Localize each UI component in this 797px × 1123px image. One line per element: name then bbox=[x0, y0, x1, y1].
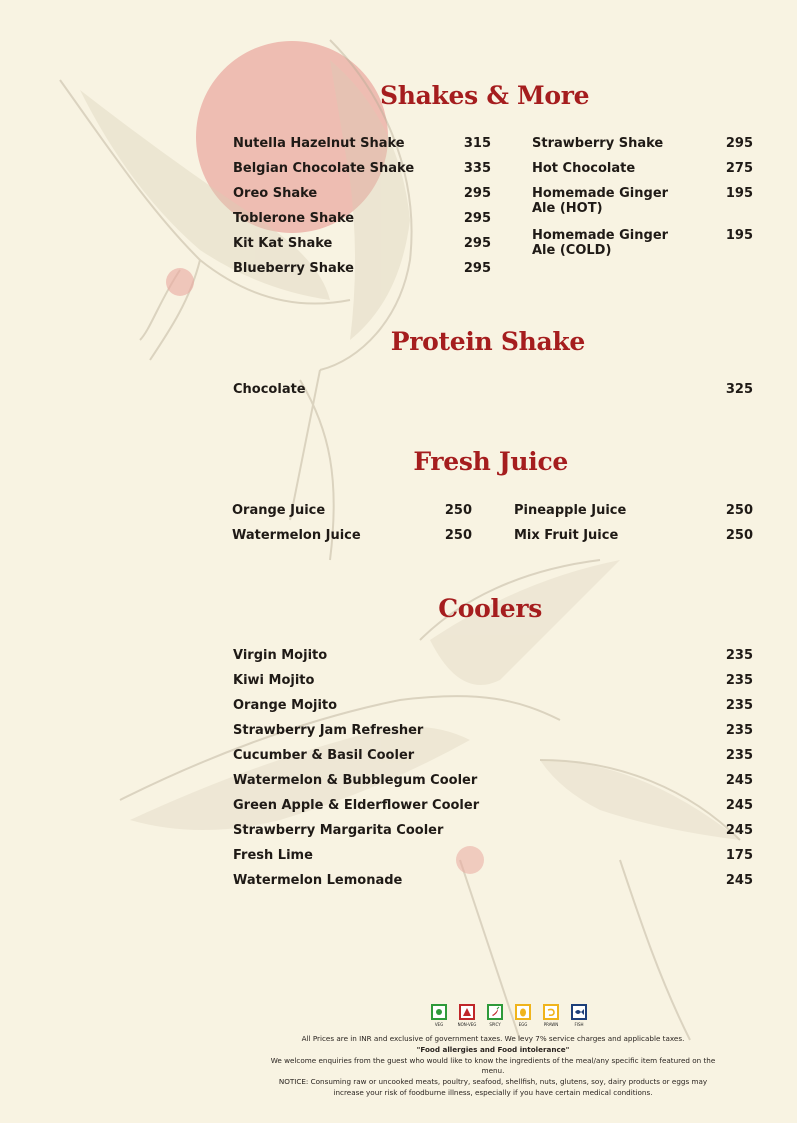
item-price: 235 bbox=[725, 723, 753, 738]
legend-label: EGG bbox=[518, 1022, 528, 1027]
allergy-heading: "Food allergies and Food intolerance" bbox=[416, 1044, 570, 1054]
item-name: Belgian Chocolate Shake bbox=[233, 161, 415, 176]
section-title-protein: Protein Shake bbox=[390, 327, 585, 356]
item-price: 245 bbox=[725, 798, 753, 813]
item-name: Cucumber & Basil Cooler bbox=[233, 748, 415, 763]
menu-item bbox=[532, 228, 753, 258]
spicy-icon bbox=[487, 1004, 503, 1020]
item-price: 295 bbox=[463, 186, 491, 201]
item-price: 235 bbox=[725, 673, 753, 688]
item-price: 275 bbox=[725, 161, 753, 176]
item-name: Pineapple Juice bbox=[514, 503, 627, 518]
egg-icon bbox=[515, 1004, 531, 1020]
item-name: Watermelon & Bubblegum Cooler bbox=[233, 773, 478, 788]
item-name: Chocolate bbox=[233, 382, 306, 397]
item-price: 250 bbox=[725, 528, 753, 543]
legend-non-veg bbox=[456, 1004, 478, 1028]
item-price: 250 bbox=[444, 503, 472, 518]
prawn-icon bbox=[543, 1004, 559, 1020]
item-name: Mix Fruit Juice bbox=[514, 528, 619, 543]
tax-note: All Prices are in INR and exclusive of government taxes. We levy 7% service charges and applicable taxes. bbox=[301, 1034, 685, 1043]
legend-fish bbox=[568, 1004, 590, 1028]
dietary-legend bbox=[428, 1004, 588, 1030]
menu-item bbox=[532, 186, 753, 216]
footer-notes bbox=[270, 1034, 716, 1099]
fish-icon bbox=[571, 1004, 587, 1020]
item-name: Blueberry Shake bbox=[233, 261, 354, 276]
item-name: Strawberry Shake bbox=[532, 136, 664, 151]
item-name: Homemade Ginger bbox=[532, 228, 669, 243]
legend-label: SPICY bbox=[489, 1022, 501, 1027]
item-price: 295 bbox=[725, 136, 753, 151]
legend-label: VEG bbox=[434, 1022, 444, 1027]
item-name: Green Apple & Elderflower Cooler bbox=[233, 798, 480, 813]
item-price: 325 bbox=[725, 382, 753, 397]
item-price: 195 bbox=[725, 228, 753, 243]
item-price: 245 bbox=[725, 823, 753, 838]
legend-label: PRAWN bbox=[543, 1022, 559, 1027]
legend-prawn bbox=[540, 1004, 562, 1028]
item-price: 235 bbox=[725, 748, 753, 763]
item-price: 250 bbox=[725, 503, 753, 518]
item-name: Fresh Lime bbox=[233, 848, 313, 863]
section-title-shakes: Shakes & More bbox=[380, 81, 590, 110]
item-name: Orange Juice bbox=[232, 503, 326, 518]
item-price: 250 bbox=[444, 528, 472, 543]
legend-egg bbox=[512, 1004, 534, 1028]
item-name: Strawberry Margarita Cooler bbox=[233, 823, 444, 838]
item-price: 295 bbox=[463, 236, 491, 251]
item-name: Watermelon Lemonade bbox=[233, 873, 403, 888]
item-name: Nutella Hazelnut Shake bbox=[233, 136, 405, 151]
legend-label: FISH bbox=[574, 1022, 584, 1027]
item-name: Virgin Mojito bbox=[233, 648, 328, 663]
item-price: 335 bbox=[463, 161, 491, 176]
item-price: 245 bbox=[725, 773, 753, 788]
legend-veg bbox=[428, 1004, 450, 1028]
non-veg-icon bbox=[459, 1004, 475, 1020]
food-safety-notice: NOTICE: Consuming raw or uncooked meats, poultry, seafood, shellfish, nuts, glutens, soy, dairy products or eggs may increase your risk of foodburne illness, especially if you have certain medical conditions. bbox=[278, 1077, 708, 1097]
item-name: Toblerone Shake bbox=[233, 211, 355, 226]
item-price: 195 bbox=[725, 186, 753, 201]
item-price: 235 bbox=[725, 648, 753, 663]
item-name: Orange Mojito bbox=[233, 698, 338, 713]
item-price: 245 bbox=[725, 873, 753, 888]
item-price: 175 bbox=[725, 848, 753, 863]
section-title-juice: Fresh Juice bbox=[413, 447, 568, 476]
item-price: 295 bbox=[463, 211, 491, 226]
item-name: Hot Chocolate bbox=[532, 161, 636, 176]
item-name: Kit Kat Shake bbox=[233, 236, 333, 251]
item-name: Oreo Shake bbox=[233, 186, 318, 201]
allergy-note: We welcome enquiries from the guest who would like to know the ingredients of the meal/any specific item featured on the menu. bbox=[270, 1055, 716, 1076]
item-price: 295 bbox=[463, 261, 491, 276]
section-title-coolers: Coolers bbox=[438, 594, 542, 623]
item-name: Homemade Ginger bbox=[532, 186, 669, 201]
item-name: Strawberry Jam Refresher bbox=[233, 723, 424, 738]
veg-icon bbox=[431, 1004, 447, 1020]
item-name: Kiwi Mojito bbox=[233, 673, 315, 688]
item-price: 315 bbox=[463, 136, 491, 151]
item-name: Watermelon Juice bbox=[232, 528, 361, 543]
item-name-line2: Ale (COLD) bbox=[532, 243, 612, 258]
item-price: 235 bbox=[725, 698, 753, 713]
legend-label: NON-VEG bbox=[457, 1022, 477, 1027]
legend-spicy bbox=[484, 1004, 506, 1028]
item-name-line2: Ale (HOT) bbox=[532, 201, 603, 216]
